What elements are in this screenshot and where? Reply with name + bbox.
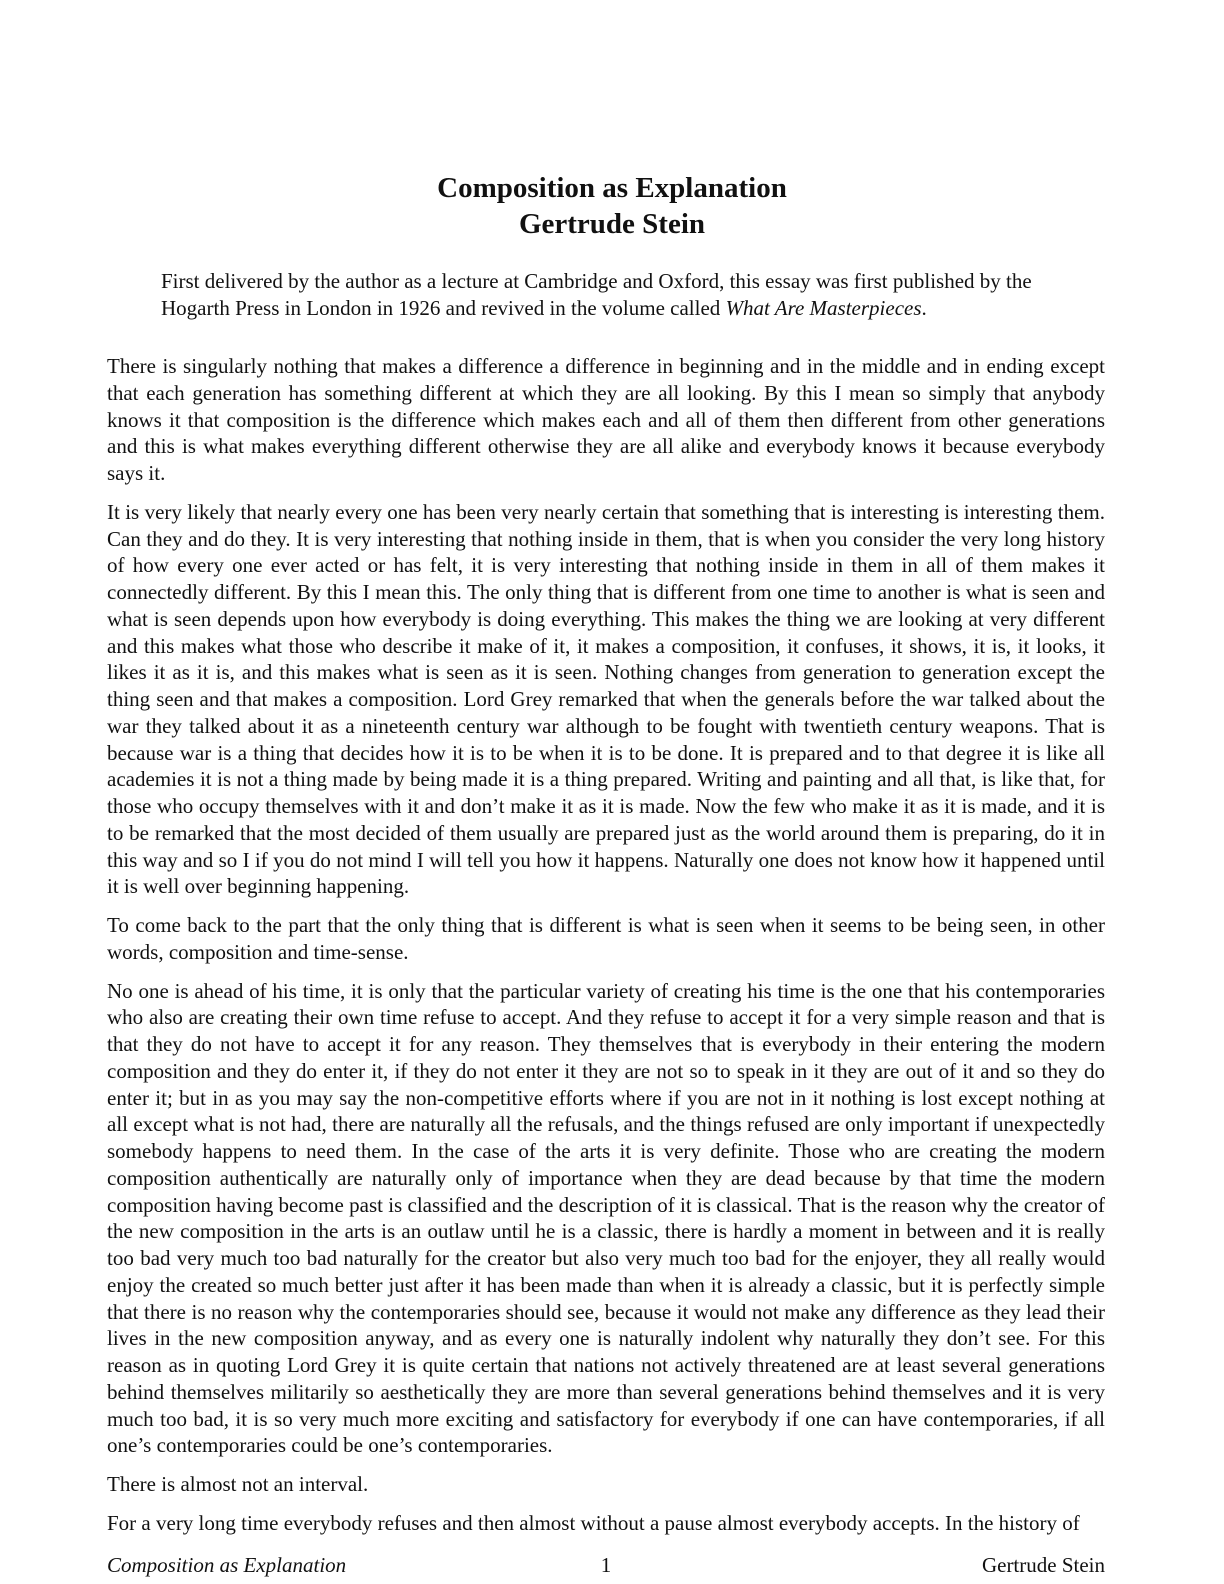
paragraph: It is very likely that nearly every one has been very nearly certain that something that is interesting is interesting them. Can they and do they. It is very interesting that nothing inside in them, that is when you consider the very long history of how every one ever acted or has felt, it is very interesting that nothing inside in them in all of them makes it connectedly different. By this I mean this. The only thing that is different from one time to another is what is seen and what is seen depends upon how everybody is doing everything. This makes the thing we are looking at very different and this makes what those who describe it make of it, it makes a composition, it confuses, it shows, it is, it looks, it likes it as it is, and this makes what is seen as it is seen. Nothing changes from generation to generation except the thing seen and that makes a composition. Lord Grey remarked that when the generals before the war talked about the war they talked about it as a nineteenth century war although to be fought with twentieth century weapons. That is because war is a thing that decides how it is to be when it is to be done. It is prepared and to that degree it is like all academies it is not a thing made by being made it is a thing prepared. Writing and painting and all that, is like that, for those who occupy themselves with it and don’t make it as it is made. Now the few who make it as it is made, and it is to be remarked that the most decided of them usually are prepared just as the world around them is preparing, do it in this way and so I if you do not mind I will tell you how it happens. Naturally one does not know how it happened until it is well over beginning happening. [107, 499, 1105, 899]
document-title: Composition as Explanation [437, 172, 787, 204]
paragraph: No one is ahead of his time, it is only that the particular variety of creating his time is the one that his contemporaries who also are creating their own time refuse to accept. And they refuse to accept it for a very simple reason and that is that they do not have to accept it for any reason. They themselves that is everybody in their entering the modern composition and they do enter it, if they do not enter it they are not so to speak in it they are out of it and so they do enter it; but in as you may say the non-competitive efforts where if you are not in it nothing is lost except nothing at all except what is not had, there are naturally all the refusals, and the things refused are only important if unexpectedly somebody happens to need them. In the case of the arts it is very definite. Those who are creating the modern composition authentically are naturally only of importance when they are dead because by that time the modern composition having become past is classified and the description of it is classical. That is the reason why the creator of the new composition in the arts is an outlaw until he is a classic, there is hardly a moment in between and it is really too bad very much too bad naturally for the creator but also very much too bad for the enjoyer, they all really would enjoy the created so much better just after it has been made than when it is already a classic, but it is perfectly simple that there is no reason why the contemporaries should see, because it would not make any difference as they lead their lives in the new composition anyway, and as every one is naturally indolent why naturally they don’t see. For this reason as in quoting Lord Grey it is quite certain that nations not actively threatened are at least several generations behind themselves militarily so aesthetically they are more than several generations behind themselves and it is very much too bad, it is so very much more exciting and satisfactory for everybody if one can have contemporaries, if all one’s contemporaries could be one’s contemporaries. [107, 978, 1105, 1458]
abstract-text-end: . [921, 296, 927, 320]
abstract-text: First delivered by the author as a lecture at Cambridge and Oxford, this essay was first published by the Hogarth Press in London in 1926 and revived in the volume called [161, 269, 1032, 320]
paragraph: For a very long time everybody refuses and then almost without a pause almost everybody accepts. In the history of [107, 1510, 1080, 1535]
abstract-book-title: What Are Masterpieces [725, 296, 922, 320]
footer-title: Composition as Explanation [107, 1553, 347, 1577]
title-block [0, 170, 1224, 242]
paragraph: There is almost not an interval. [107, 1472, 369, 1496]
page-number: 1 [600, 1553, 612, 1577]
abstract [161, 268, 1066, 322]
paragraph: There is singularly nothing that makes a difference a difference in beginning and in the middle and in ending except that each generation has something different at which they are all looking. By this I mean so simply that anybody knows it that composition is the difference which makes each and all of them then different from other generations and this is what makes everything different otherwise they are all alike and everybody knows it because everybody says it. [107, 354, 1105, 485]
footer-author: Gertrude Stein [981, 1553, 1105, 1577]
document-author: Gertrude Stein [518, 208, 706, 240]
essay-body [107, 353, 1105, 1549]
paragraph: To come back to the part that the only thing that is different is what is seen when it seems to be being seen, in other words, composition and time-sense. [107, 913, 1105, 964]
page-footer [107, 1552, 1105, 1584]
